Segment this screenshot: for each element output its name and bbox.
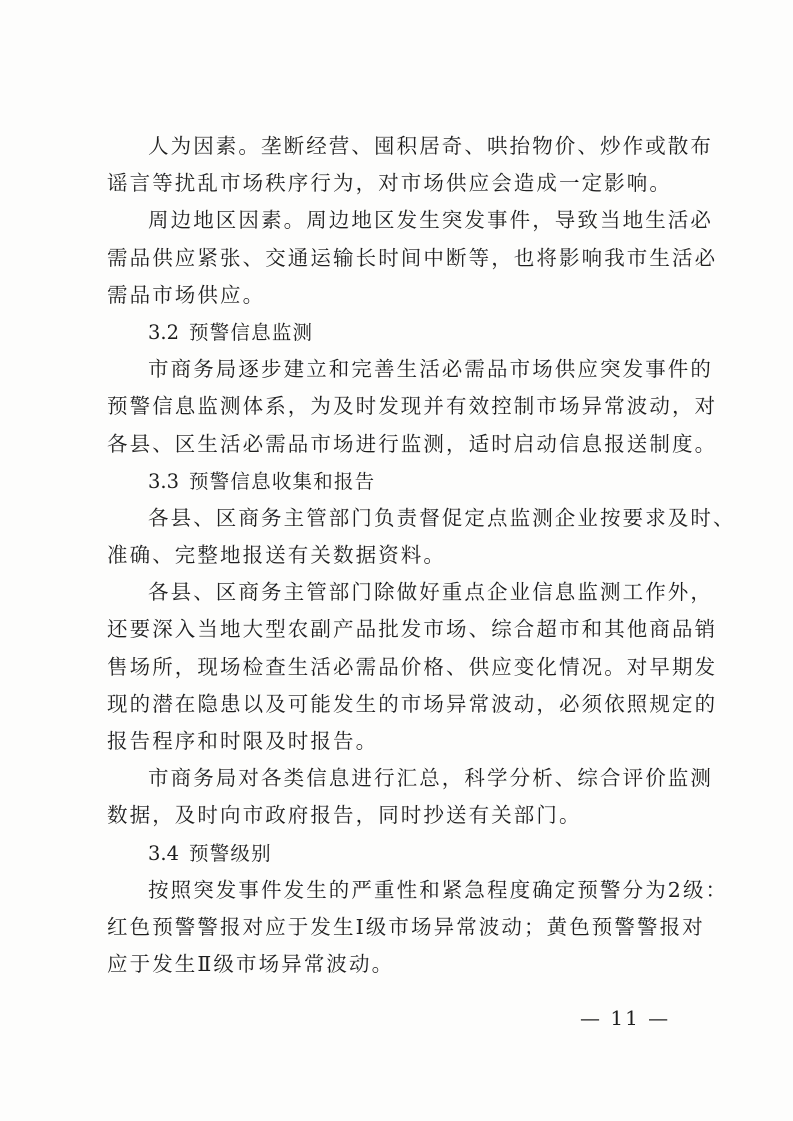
section-title: 预警级别 [189,841,272,865]
paragraph-line: 报告程序和时限及时报告。 [107,729,379,753]
paragraph-line: 还要深入当地大型农副产品批发市场、综合超市和其他商品销 [107,617,718,642]
paragraph-line: 售场所，现场检查生活必需品价格、供应变化情况。对早期发 [107,654,718,679]
paragraph-line: 各县、区商务主管部门负责督促定点监测企业按要求及时、 [148,505,736,530]
paragraph-line: 按照突发事件发生的严重性和紧急程度确定预警分为2级： [148,877,729,902]
section-heading-3-4 [107,835,687,872]
section-number: 3.4 [148,841,180,865]
paragraph-line: 市商务局对各类信息进行汇总，科学分析、综合评价监测 [148,766,713,791]
paragraph-line: 周边地区因素。周边地区发生突发事件，导致当地生活必 [148,208,713,233]
section-title: 预警信息收集和报告 [189,469,376,493]
paragraph-line: 市商务局逐步建立和完善生活必需品市场供应突发事件的 [148,357,713,382]
document-body [107,128,736,983]
paragraph-line: 各县、区商务主管部门除做好重点企业信息监测工作外， [148,580,713,605]
section-heading-3-2 [107,314,687,351]
paragraph-line: 人为因素。垄断经营、囤积居奇、哄抬物价、炒作或散布 [148,134,713,158]
paragraph-line: 需品供应紧张、交通运输长时间中断等，也将影响我市生活必 [107,245,718,270]
paragraph-line: 需品市场供应。 [107,282,266,307]
paragraph-line: 数据，及时向市政府报告，同时抄送有关部门。 [107,803,582,828]
paragraph-line: 现的潜在隐患以及可能发生的市场异常波动，必须依照规定的 [107,691,718,716]
paragraph-line: 各县、区生活必需品市场进行监测，适时启动信息报送制度。 [107,431,718,456]
section-title: 预警信息监测 [189,320,314,344]
page-number: — 11 — [580,1006,671,1030]
paragraph-line: 红色预警警报对应于发生Ⅰ级市场异常波动；黄色预警警报对 [107,914,705,939]
section-heading-3-3 [107,463,687,500]
paragraph-line: 谣言等扰乱市场秩序行为，对市场供应会造成一定影响。 [107,171,672,196]
section-number: 3.3 [148,469,180,493]
section-number: 3.2 [148,320,180,344]
paragraph-line: 预警信息监测体系，为及时发现并有效控制市场异常波动，对 [107,394,718,419]
paragraph-line: 准确、完整地报送有关数据资料。 [107,543,446,568]
paragraph-line: 应于发生Ⅱ级市场异常波动。 [107,952,395,977]
